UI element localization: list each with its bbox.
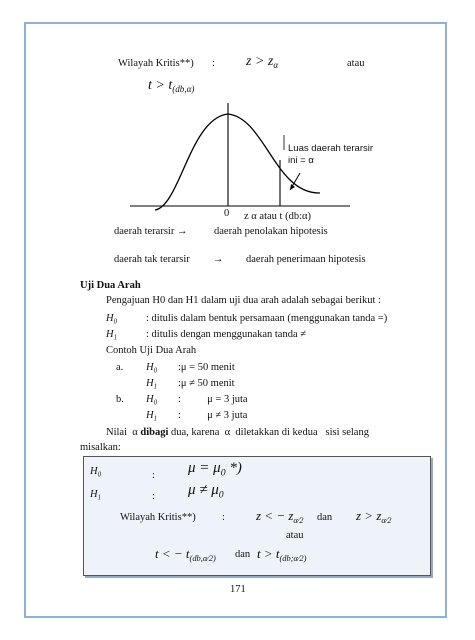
- box-h0-expression: $\mu = \mu_0$ *): [188, 460, 242, 479]
- example-title: Contoh Uji Dua Arah: [106, 345, 197, 356]
- box-z-left: z < − $z_{\alpha⁄2}$: [256, 508, 304, 525]
- section-intro: Pengajuan H0 dan H1 dalam uji dua arah adalah sebagai berikut :: [106, 295, 381, 306]
- box-h0-symbol: $H_0$: [90, 466, 101, 479]
- paragraph-line1: Nilai α dibagi dua, karena α diletakkan di kedua sisi selang: [106, 427, 369, 438]
- example-a-h0: $H_0$: [146, 362, 157, 375]
- box-t-left: t < − $t_{(db,\alpha⁄2)}$: [155, 546, 216, 563]
- box-wk-colon: :: [222, 512, 225, 523]
- h1-symbol: $H_1$: [106, 329, 117, 342]
- critical-region-colon: :: [212, 58, 215, 69]
- box-z-right: $z > z_{\alpha⁄2}$: [356, 508, 392, 525]
- example-marker-b: b.: [116, 394, 124, 405]
- or-text: atau: [347, 58, 365, 69]
- box-and: dan: [317, 512, 333, 523]
- zero-label: 0: [224, 208, 230, 219]
- box-h1-colon: :: [152, 491, 155, 502]
- box-wk-label: Wilayah Kritis**): [120, 512, 196, 523]
- example-marker-a: a.: [116, 362, 124, 373]
- page-number: 171: [230, 584, 246, 595]
- box-or: atau: [286, 530, 304, 541]
- h1-description: : ditulis dengan menggunakan tanda ≠: [146, 329, 307, 340]
- example-a-h0-text: :μ = 50 menit: [178, 362, 235, 373]
- unshaded-label: daerah tak terarsir: [114, 254, 190, 265]
- z-rule: $z > z_\alpha$: [246, 54, 279, 71]
- h0-symbol: $H_0$: [106, 313, 117, 326]
- box-h1-expression: $\mu \ne \mu_0$: [188, 482, 224, 501]
- h0-description: : ditulis dalam bentuk persamaan (menggunakan tanda =): [146, 313, 388, 324]
- box-h0-colon: :: [152, 470, 155, 481]
- critical-region-label: Wilayah Kritis**): [118, 58, 194, 69]
- section-heading: Uji Dua Arah: [80, 280, 141, 291]
- t-rule: $t > t_{(db,\alpha)}$: [148, 78, 195, 95]
- example-b-h0: $H_0$: [146, 394, 157, 407]
- area-note-line2: ini = α: [288, 155, 314, 166]
- paragraph-line2: misalkan:: [80, 442, 121, 453]
- axis-label: z α atau t (db:α): [244, 211, 311, 222]
- area-note-line1: Luas daerah terarsir: [288, 143, 374, 154]
- unshaded-arrow: →: [213, 254, 224, 265]
- shaded-label: daerah terarsir →: [114, 226, 188, 237]
- unshaded-value: daerah penerimaan hipotesis: [246, 254, 366, 265]
- example-a-h1: $H_1$: [146, 378, 157, 391]
- area-note: [288, 143, 373, 167]
- box-t-and: dan: [235, 549, 251, 560]
- shaded-value: daerah penolakan hipotesis: [214, 226, 328, 237]
- box-h1-symbol: $H_1$: [90, 489, 101, 502]
- example-b-h1-text: : μ ≠ 3 juta: [178, 410, 248, 421]
- example-b-h0-text: : μ = 3 juta: [178, 394, 248, 405]
- box-t-right: $t > t_{(db;\alpha⁄2)}$: [257, 546, 307, 563]
- example-a-h1-text: :μ ≠ 50 menit: [178, 378, 235, 389]
- example-b-h1: $H_1$: [146, 410, 157, 423]
